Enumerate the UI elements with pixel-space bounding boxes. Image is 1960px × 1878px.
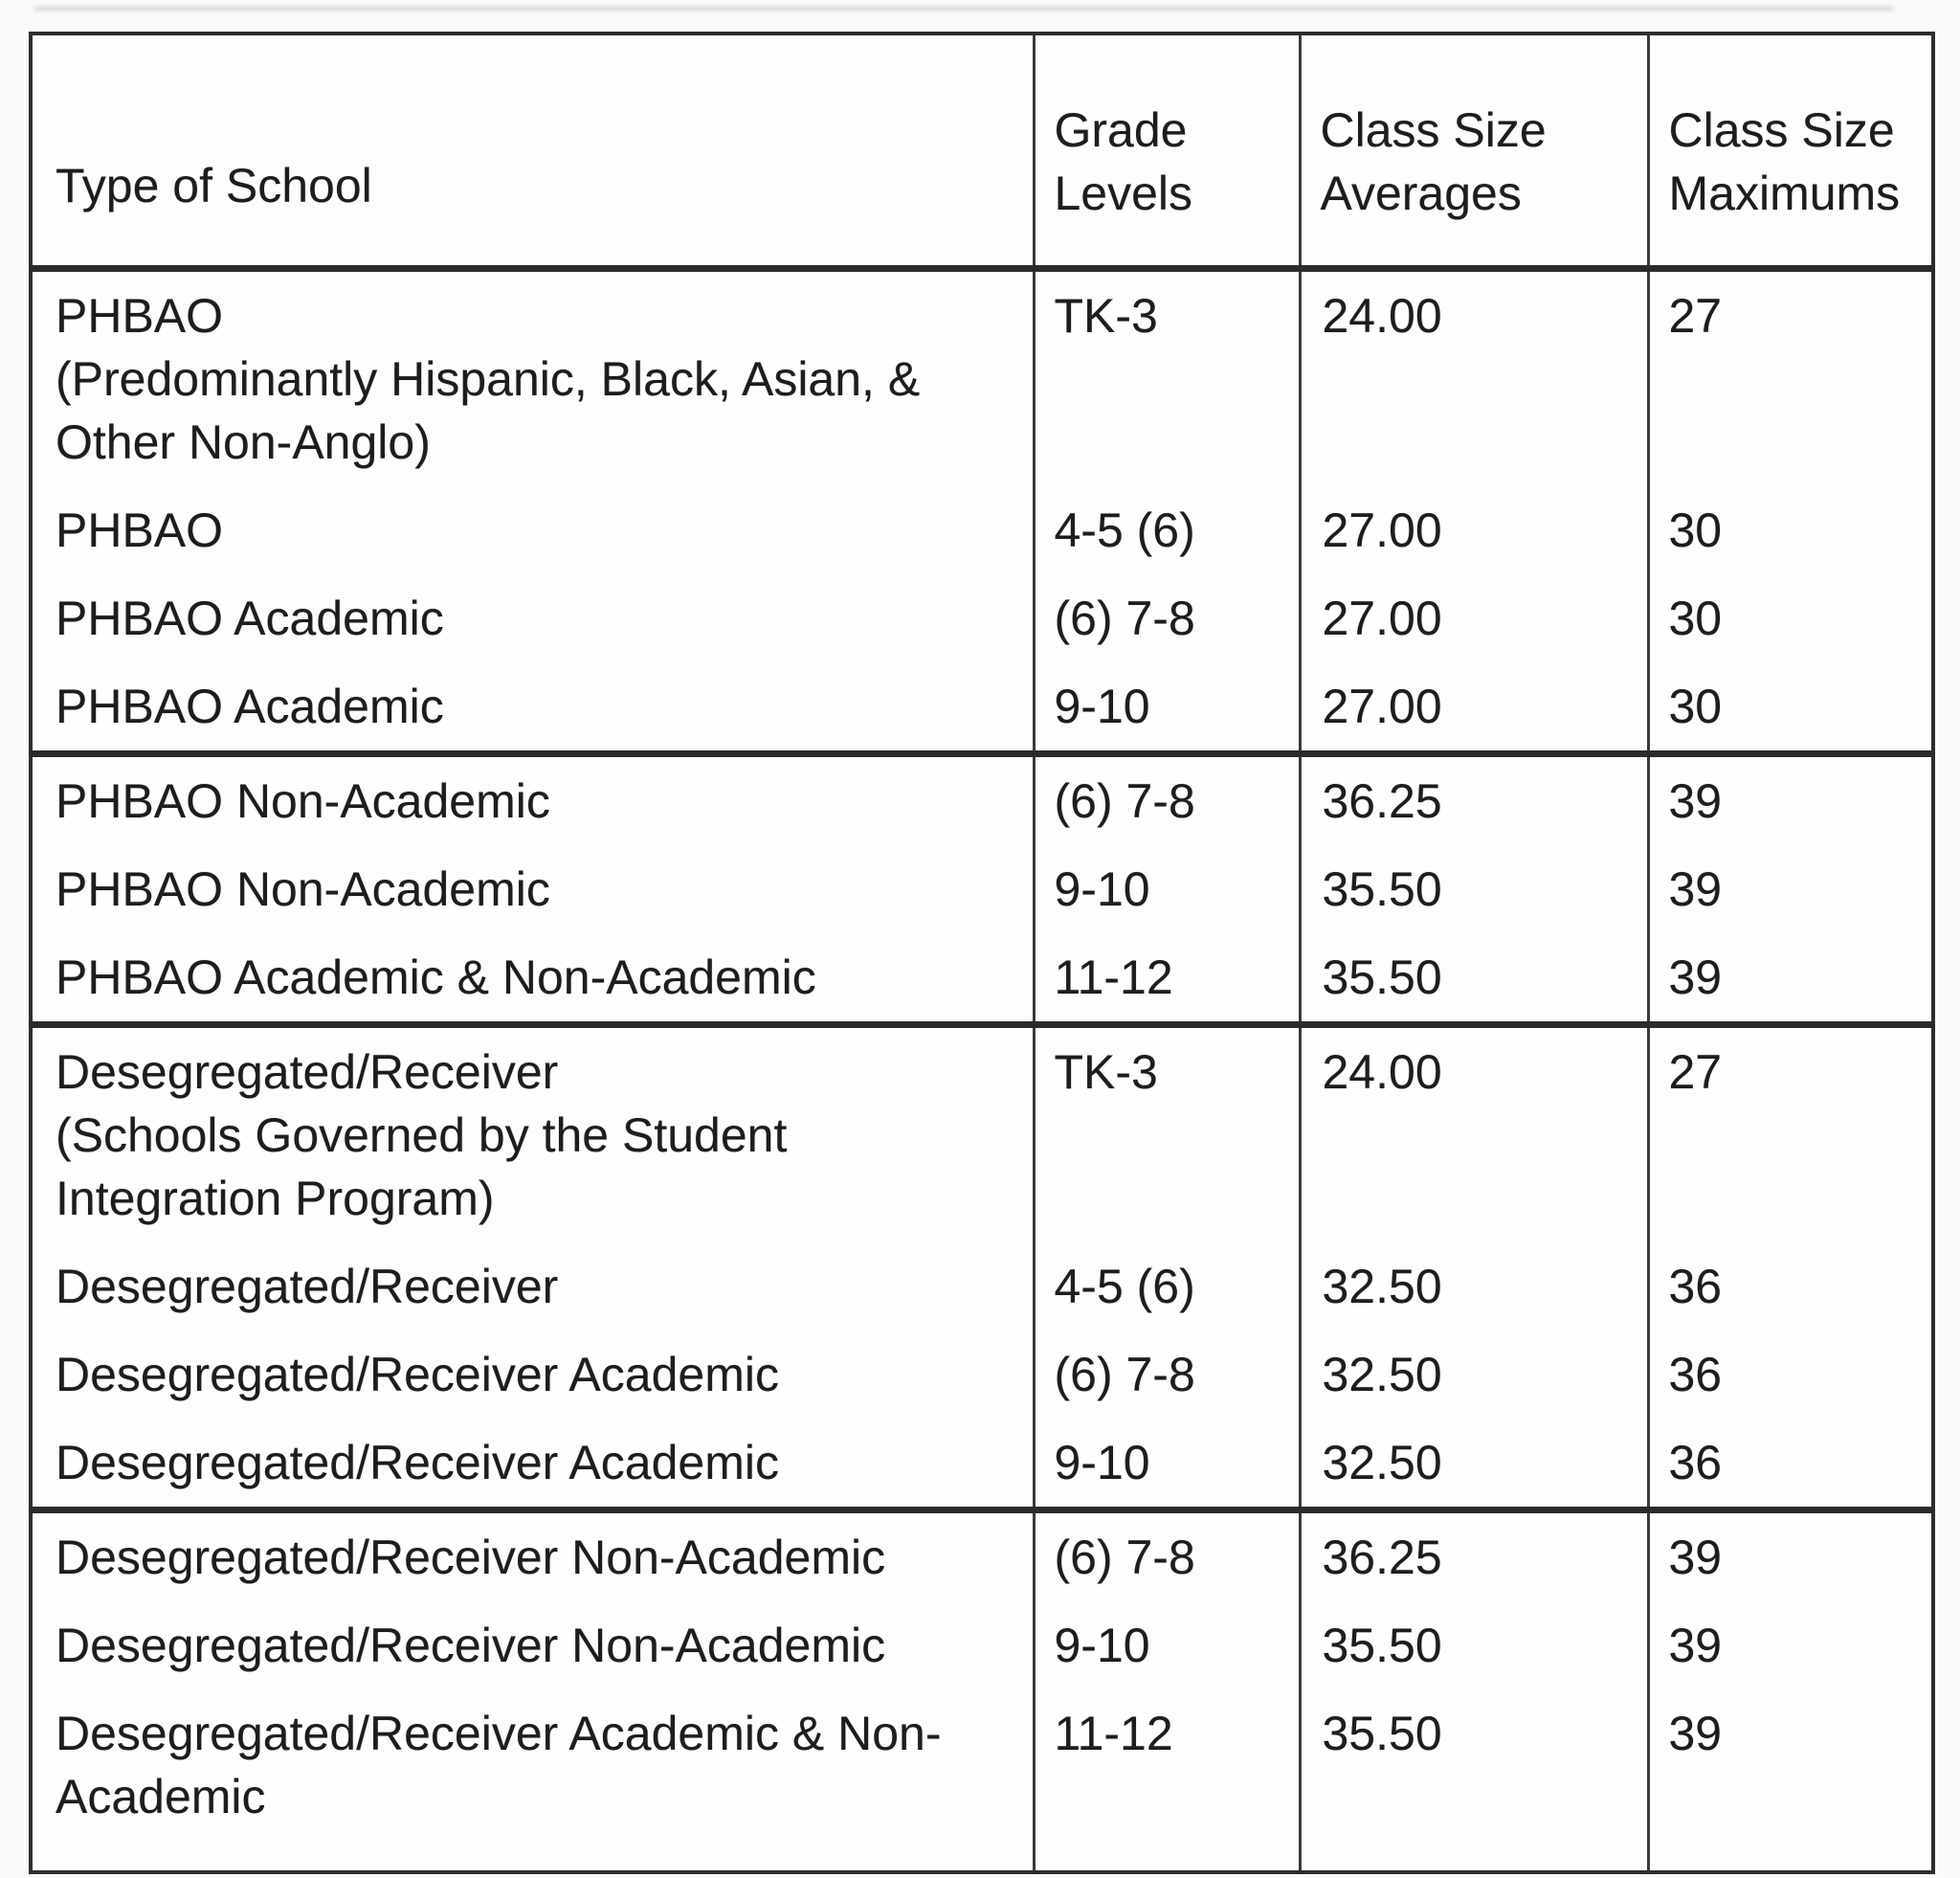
class-size-maximum-cell: 27 [1648, 269, 1933, 487]
school-type: Desegregated/Receiver [56, 1045, 559, 1099]
school-type-cell: PHBAO Academic [56, 680, 444, 733]
grade-levels-cell: 4-5 (6) [1034, 486, 1300, 574]
column-header-grade-levels: Grade Levels [1034, 34, 1300, 269]
table-row [31, 662, 1933, 754]
class-size-maximum-cell: 30 [1648, 574, 1933, 662]
group-phbao-non-academic [31, 754, 1933, 1025]
grade-levels-cell: 9-10 [1034, 1601, 1300, 1689]
table-row [31, 1242, 1933, 1330]
class-size-average-cell: 36.25 [1300, 1510, 1648, 1602]
grade-levels-cell: 11-12 [1034, 933, 1300, 1025]
grade-levels-cell: 9-10 [1034, 845, 1300, 933]
class-size-average-cell: 32.50 [1300, 1330, 1648, 1419]
grade-levels-cell: (6) 7-8 [1034, 1510, 1300, 1602]
class-size-maximum-cell: 30 [1648, 486, 1933, 574]
table-row [31, 1025, 1933, 1243]
grade-levels-cell: 9-10 [1034, 662, 1300, 754]
table-header [31, 34, 1933, 269]
group-desegregated-receiver-academic [31, 1025, 1933, 1510]
table-row [31, 1689, 1933, 1872]
grade-levels-cell: 4-5 (6) [1034, 1242, 1300, 1330]
school-type-cell: PHBAO Academic & Non-Academic [56, 950, 816, 1004]
school-type: PHBAO [56, 289, 224, 343]
table-row [31, 574, 1933, 662]
grade-levels-cell: (6) 7-8 [1034, 754, 1300, 846]
class-size-maximum-cell: 30 [1648, 662, 1933, 754]
class-size-table [29, 32, 1935, 1874]
class-size-average-cell: 35.50 [1300, 1601, 1648, 1689]
class-size-maximum-cell: 39 [1648, 754, 1933, 846]
table-row [31, 1330, 1933, 1419]
class-size-maximum-cell: 27 [1648, 1025, 1933, 1243]
school-type-cell [31, 1025, 1034, 1243]
school-type-cell: PHBAO [56, 503, 224, 557]
school-type-note: (Predominantly Hispanic, Black, Asian, & Other Non-Anglo) [56, 352, 921, 469]
class-size-maximum-cell: 36 [1648, 1419, 1933, 1510]
school-type-cell: Desegregated/Receiver Academic [56, 1436, 779, 1489]
class-size-average-cell: 27.00 [1300, 574, 1648, 662]
table-row [31, 845, 1933, 933]
class-size-average-cell: 35.50 [1300, 933, 1648, 1025]
school-type-cell: Desegregated/Receiver Academic & Non-Academic [56, 1707, 942, 1823]
class-size-maximum-cell: 39 [1648, 1601, 1933, 1689]
class-size-maximum-cell: 39 [1648, 845, 1933, 933]
column-header-class-size-maximums: Class Size Maximums [1648, 34, 1933, 269]
school-type-cell: PHBAO Academic [56, 592, 444, 645]
class-size-maximum-cell: 36 [1648, 1242, 1933, 1330]
school-type-cell: PHBAO Non-Academic [56, 862, 550, 916]
grade-levels-cell: 9-10 [1034, 1419, 1300, 1510]
grade-levels-cell: (6) 7-8 [1034, 574, 1300, 662]
grade-levels-cell: 11-12 [1034, 1689, 1300, 1872]
school-type-cell: Desegregated/Receiver Academic [56, 1348, 779, 1401]
table-row [31, 1601, 1933, 1689]
grade-levels-cell: (6) 7-8 [1034, 1330, 1300, 1419]
school-type-cell: Desegregated/Receiver [56, 1260, 559, 1313]
school-type-cell: Desegregated/Receiver Non-Academic [56, 1531, 886, 1584]
school-type-cell [31, 269, 1034, 487]
class-size-average-cell: 36.25 [1300, 754, 1648, 846]
class-size-average-cell: 35.50 [1300, 845, 1648, 933]
class-size-maximum-cell: 39 [1648, 933, 1933, 1025]
table-row [31, 754, 1933, 846]
table-row [31, 486, 1933, 574]
table-row [31, 1419, 1933, 1510]
scan-artifact-top [34, 7, 1893, 11]
school-type-note: (Schools Governed by the Student Integration Program) [56, 1108, 788, 1225]
class-size-maximum-cell: 39 [1648, 1510, 1933, 1602]
school-type-cell: Desegregated/Receiver Non-Academic [56, 1619, 886, 1672]
header-row [31, 34, 1933, 269]
class-size-maximum-cell: 36 [1648, 1330, 1933, 1419]
table-row [31, 1510, 1933, 1602]
class-size-average-cell: 27.00 [1300, 486, 1648, 574]
group-desegregated-receiver-non-academic [31, 1510, 1933, 1873]
group-phbao-academic [31, 269, 1933, 754]
column-header-class-size-averages: Class Size Averages [1300, 34, 1648, 269]
class-size-average-cell: 24.00 [1300, 269, 1648, 487]
grade-levels-cell: TK-3 [1034, 269, 1300, 487]
class-size-average-cell: 32.50 [1300, 1419, 1648, 1510]
column-header-type-of-school: Type of School [56, 159, 372, 212]
class-size-maximum-cell: 39 [1648, 1689, 1933, 1872]
table-row [31, 933, 1933, 1025]
class-size-average-cell: 32.50 [1300, 1242, 1648, 1330]
class-size-average-cell: 27.00 [1300, 662, 1648, 754]
class-size-average-cell: 35.50 [1300, 1689, 1648, 1872]
table-row [31, 269, 1933, 487]
class-size-average-cell: 24.00 [1300, 1025, 1648, 1243]
school-type-cell: PHBAO Non-Academic [56, 774, 550, 828]
grade-levels-cell: TK-3 [1034, 1025, 1300, 1243]
